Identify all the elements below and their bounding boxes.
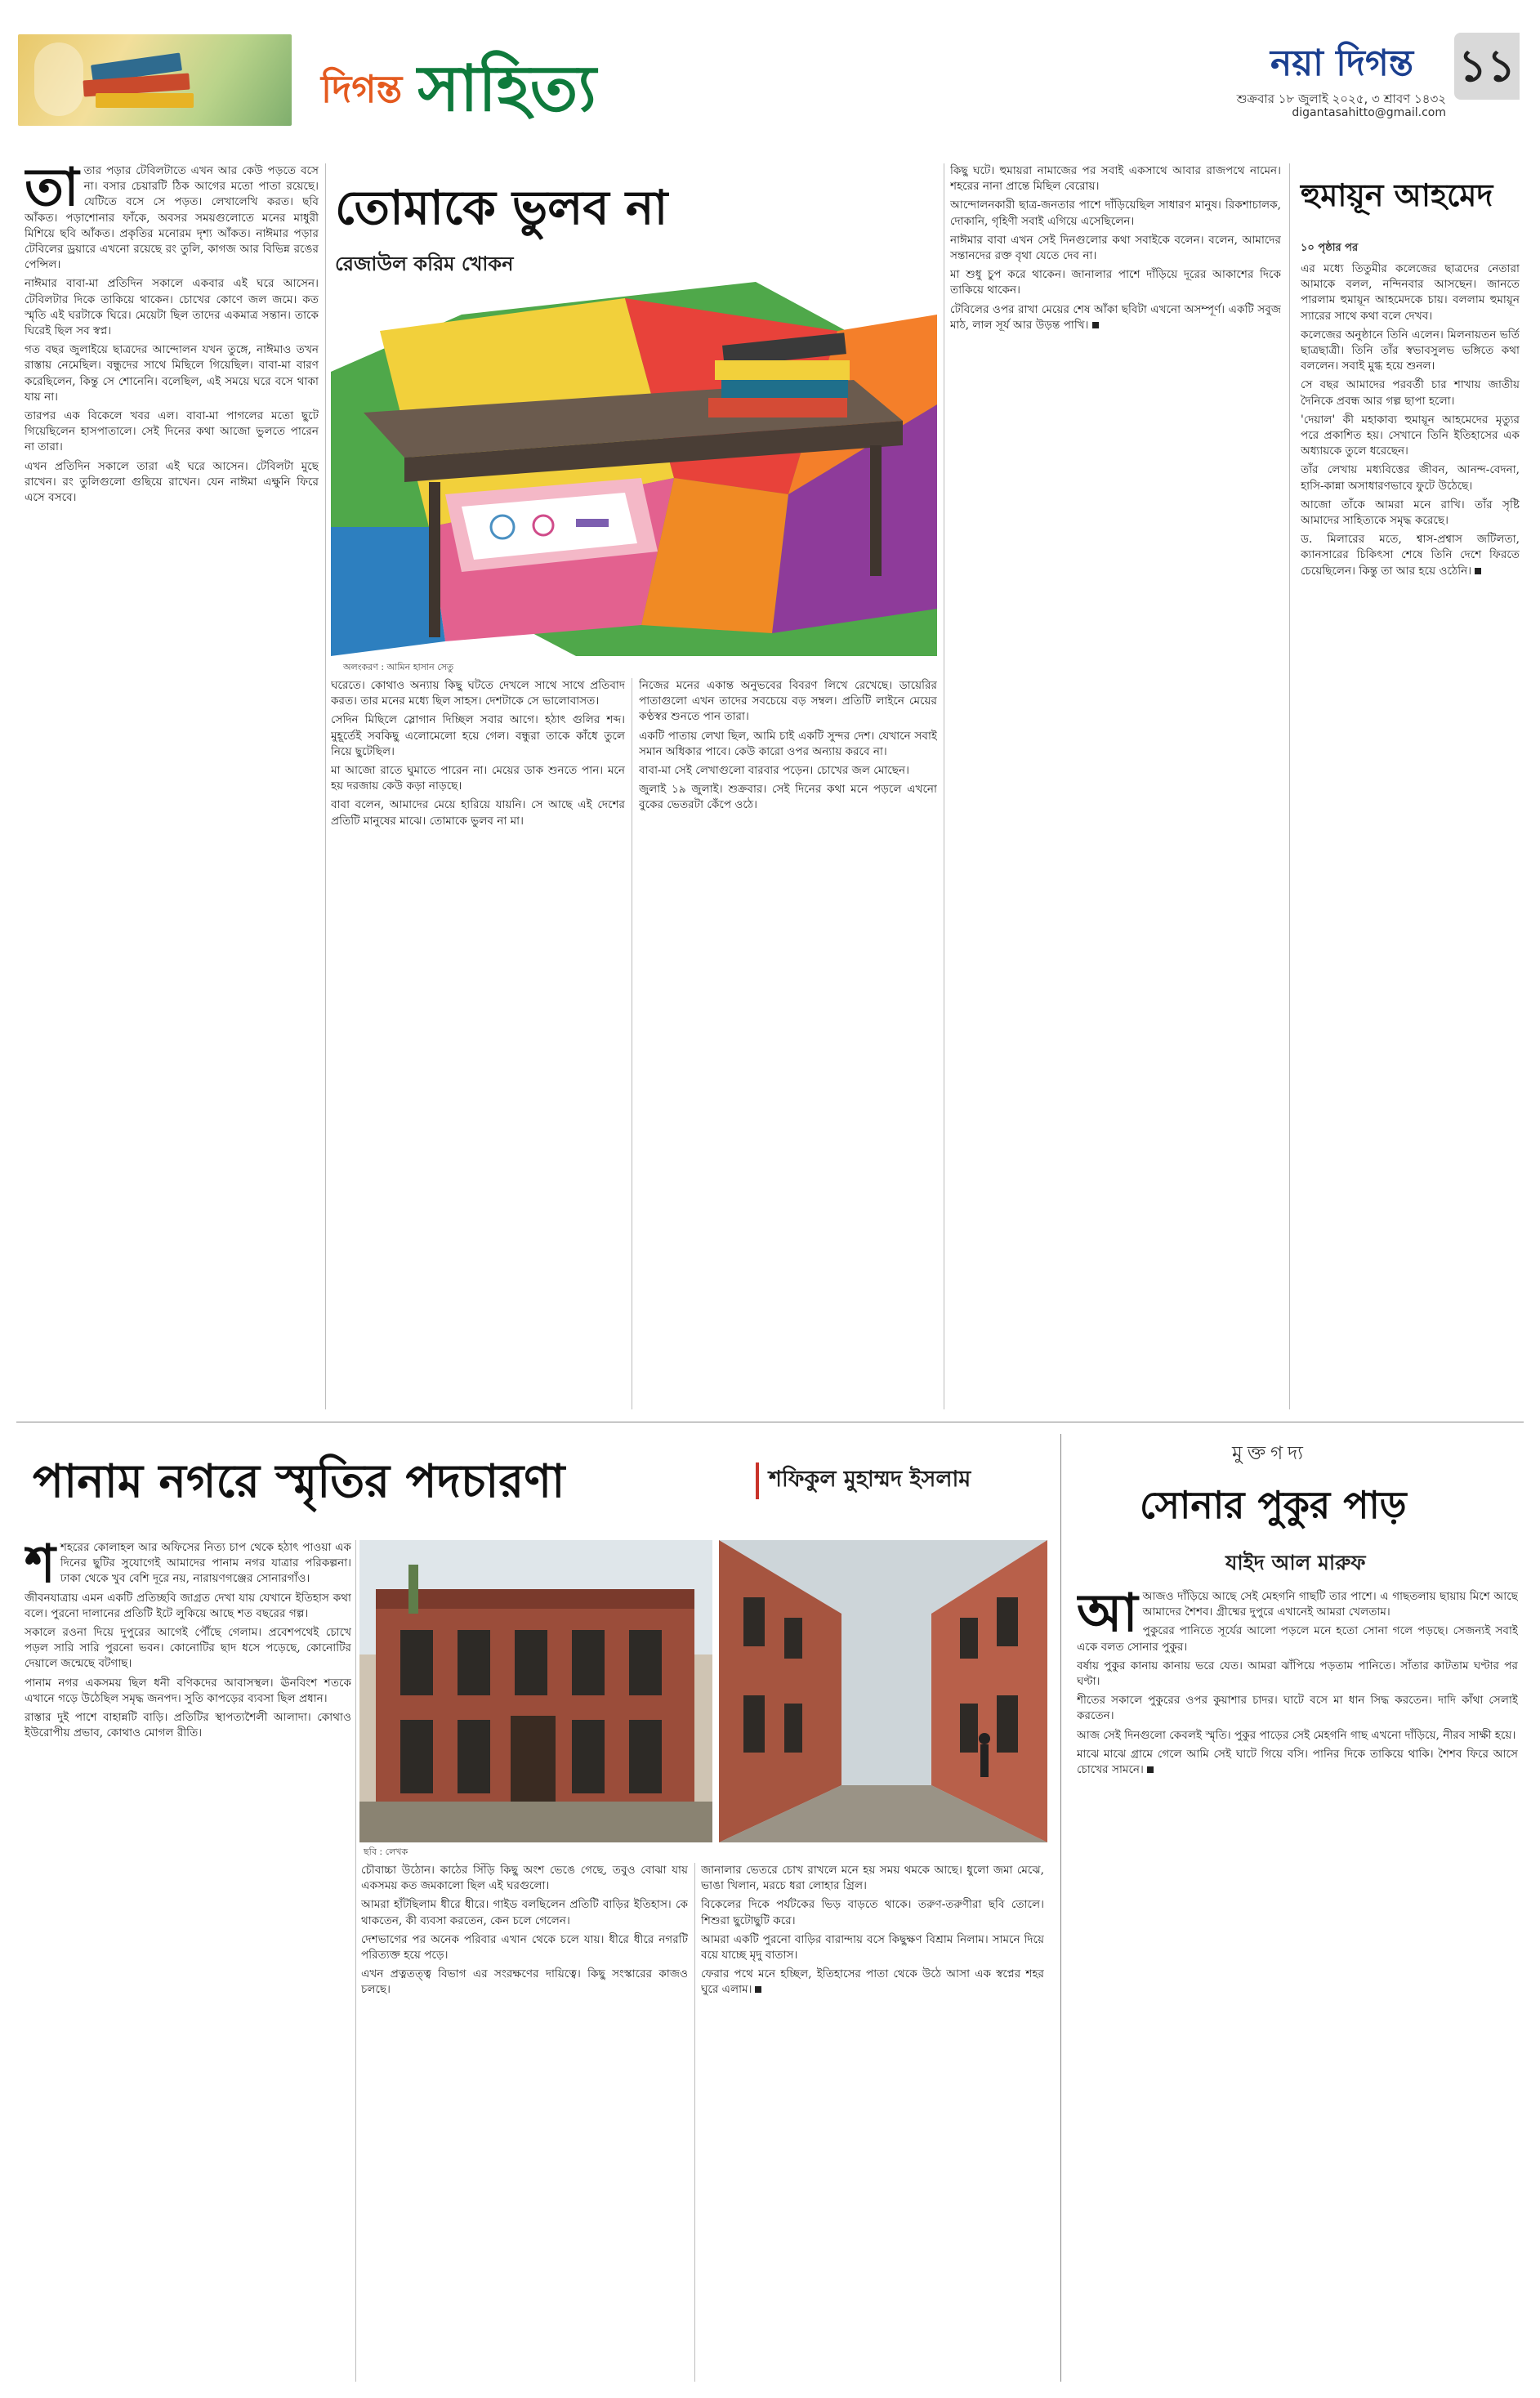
story4-column [1077, 1589, 1518, 2382]
paragraph: জুলাই ১৯ জুলাই। শুক্রবার। সেই দিনের কথা মনে পড়লে এখনো বুকের ভেতরটা কেঁপে ওঠে। [639, 783, 937, 812]
column-rule [1289, 163, 1290, 1409]
continuation-note: ১০ পৃষ্ঠার পর [1301, 242, 1359, 254]
paragraph: পুকুরের পানিতে সূর্যের আলো পড়লে মনে হতো সোনা গলে পড়ছে। সেজন্যই সবাই একে বলত সোনার পুকুর। [1077, 1624, 1518, 1654]
story1-column-3 [639, 678, 937, 1409]
paragraph: টেবিলের ওপর রাখা মেয়ের শেষ আঁকা ছবিটা এখনো অসম্পূর্ণ। একটি সবুজ মাঠ, লাল সূর্য আর উড়ন্ত পাখি। [950, 302, 1281, 332]
paragraph: নাঈমার বাবা এখন সেই দিনগুলোর কথা সবাইকে বলেন। বলেন, আমাদের সন্তানদের রক্ত বৃথা যেতে দেব না। [950, 233, 1281, 263]
paragraph: কিছু ঘটে। হুমায়রা নামাজের পর সবাই একসাথে আবার রাজপথে নামেন। শহরের নানা প্রান্তে মিছিল বেরোয়। [950, 164, 1281, 194]
end-mark [755, 1986, 761, 1993]
story-title: সোনার পুকুর পাড় [1140, 1483, 1407, 1527]
paragraph: জানালার ভেতরে চোখ রাখলে মনে হয় সময় থমকে আছে। ধুলো জমা মেঝে, ভাঙা খিলান, মরচে ধরা লোহার গ্রিল। [701, 1864, 1044, 1893]
dropcap: তা [25, 163, 79, 218]
story-author: যাইদ আল মারুফ [1225, 1551, 1366, 1574]
paragraph: বাবা বলেন, আমাদের মেয়ে হারিয়ে যায়নি। সে আছে এই দেশের প্রতিটি মানুষের মাঝে। তোমাকে ভুলব না মা। [331, 798, 625, 828]
table-with-books-illustration [331, 282, 937, 656]
paragraph: চৌবাচ্চা উঠোন। কাঠের সিঁড়ি কিছু অংশ ভেঙে গেছে, তবুও বোঝা যায় একসময় কত জমকালো ছিল এই ঘরগুলো। [361, 1864, 688, 1893]
paragraph: শীতের সকালে পুকুরের ওপর কুয়াশার চাদর। ঘাটে বসে মা ধান সিদ্ধ করতেন। দাদি কাঁথা সেলাই করতেন। [1077, 1694, 1518, 1723]
page-number: ১১ [1454, 33, 1520, 100]
paragraph: নাঈমার বাবা-মা প্রতিদিন সকালে একবার এই ঘরে আসেন। টেবিলটার দিকে তাকিয়ে থাকেন। চোখের কোণে জল জমে। কত স্মৃতি এই ঘরটাকে ঘিরে। মেয়েটা ছিল তাদের একমাত্র সন্তান। তাকে ঘিরেই ছিল সব স্বপ্ন। [25, 277, 319, 338]
paragraph: বিকেলের দিকে পর্যটকের ভিড় বাড়তে থাকে। তরুণ-তরুণীরা ছবি তোলে। শিশুরা ছুটোছুটি করে। [701, 1898, 1044, 1927]
column-rule [1060, 1434, 1061, 2382]
end-mark [1147, 1766, 1154, 1773]
paragraph: আমরা একটি পুরনো বাড়ির বারান্দায় বসে কিছুক্ষণ বিশ্রাম নিলাম। সামনে দিয়ে বয়ে যাচ্ছে মৃদু বাতাস। [701, 1932, 1044, 1963]
paragraph: মা আজো রাতে ঘুমাতে পারেন না। মেয়ের ডাক শুনতে পান। মনে হয় দরজায় কেউ কড়া নাড়ছে। [331, 764, 625, 793]
paragraph: তাঁর লেখায় মধ্যবিত্তের জীবন, আনন্দ-বেদনা, হাসি-কান্না অসাধারণভাবে ফুটে উঠেছে। [1301, 463, 1520, 493]
column-rule [694, 1863, 695, 2382]
paragraph: পানাম নগর একসময় ছিল ধনী বণিকদের আবাসস্থল। ঊনবিংশ শতকে এখানে গড়ে উঠেছিল সমৃদ্ধ জনপদ। সুতি কাপড়ের ব্যবসা ছিল প্রধান। [25, 1676, 351, 1705]
paragraph: সে বছর আমাদের পরবর্তী চার শাখায় জাতীয় দৈনিকে প্রবন্ধ আর গল্প ছাপা হলো। [1301, 378, 1520, 408]
paragraph: মা শুধু চুপ করে থাকেন। জানালার পাশে দাঁড়িয়ে দূরের আকাশের দিকে তাকিয়ে থাকেন। [950, 268, 1281, 297]
section-name: সাহিত্য [417, 52, 596, 126]
photo-credit: ছবি : লেখক [364, 1847, 408, 1857]
end-mark [1092, 322, 1099, 328]
column-rule [355, 1540, 356, 2382]
paragraph: আমরা হাঁটছিলাম ধীরে ধীরে। গাইড বলছিলেন প্রতিটি বাড়ির ইতিহাস। কে থাকতেন, কী ব্যবসা করতেন, কেন চলে গেলেন। [361, 1898, 688, 1927]
books-banner-illustration [18, 34, 292, 126]
paragraph: ফেরার পথে মনে হচ্ছিল, ইতিহাসের পাতা থেকে উঠে আসা এক স্বপ্নের শহর ঘুরে এলাম। [701, 1967, 1044, 1997]
paragraph: মাঝে মাঝে গ্রামে গেলে আমি সেই ঘাটে গিয়ে বসি। পানির দিকে তাকিয়ে থাকি। শৈশব ফিরে আসে চোখের সামনে। [1077, 1747, 1518, 1777]
paragraph: আজো তাঁকে আমরা মনে রাখি। তাঁর সৃষ্টি আমাদের সাহিত্যকে সমৃদ্ধ করেছে। [1301, 498, 1520, 528]
section-prefix: দিগন্ত [321, 67, 403, 111]
paragraph: ড. মিলারের মতে, শ্বাস-প্রশ্বাস জটিলতা, ক্যানসারের চিকিৎসা শেষে তিনি দেশে ফিরতে চেয়েছিলেন। কিন্তু তা আর হয়ে ওঠেনি। [1301, 533, 1520, 578]
old-building-photo [359, 1540, 712, 1842]
story-author: রেজাউল করিম খোকন [335, 252, 514, 275]
paragraph: ঘরেতে। কোথাও অন্যায় কিছু ঘটতে দেখলে সাথে সাথে প্রতিবাদ করত। তার মনের মধ্যে ছিল সাহস। দেশটাকে সে ভালোবাসত। [331, 679, 625, 708]
paragraph: এখন প্রতিদিন সকালে তারা এই ঘরে আসেন। টেবিলটা মুছে রাখেন। রং তুলিগুলো গুছিয়ে রাখেন। যেন নাঈমা এক্ষুনি ফিরে এসে বসবে। [25, 459, 319, 505]
panam-street-image [719, 1540, 1047, 1842]
dropcap: আ [1077, 1589, 1138, 1644]
story3-column-2 [361, 1863, 688, 2382]
story-title: হুমায়ূন আহমেদ [1301, 177, 1493, 213]
panam-building-image [359, 1540, 712, 1842]
story-illustration [331, 282, 937, 656]
dateline: শুক্রবার ১৮ জুলাই ২০২৫, ৩ শ্রাবণ ১৪৩২ [1236, 92, 1446, 106]
paragraph: রাস্তার দুই পাশে বাহান্নটি বাড়ি। প্রতিটির স্থাপত্যশৈলী আলাদা। কোথাও ইউরোপীয় প্রভাব, কোথাও মোগল রীতি। [25, 1711, 351, 1740]
paragraph: একটি পাতায় লেখা ছিল, আমি চাই একটি সুন্দর দেশ। যেখানে সবাই সমান অধিকার পাবে। কেউ কারো ওপর অন্যায় করবে না। [639, 729, 937, 758]
newspaper-logo: নয়া দিগন্ত [1270, 42, 1414, 84]
column-rule [325, 163, 326, 1409]
story1-column-1 [25, 163, 319, 1409]
story1-column-4 [950, 163, 1281, 1409]
paragraph: সেদিন মিছিলে স্লোগান দিচ্ছিল সবার আগে। হঠাৎ গুলির শব্দ। মুহূর্তেই সবকিছু এলোমেলো হয়ে গেল। বন্ধুরা তাকে কাঁধে তুলে নিয়ে ছুটেছিল। [331, 713, 625, 758]
paragraph: তাতার পড়ার টেবিলটাতে এখন আর কেউ পড়তে বসে না। বসার চেয়ারটি ঠিক আগের মতো পাতা রয়েছে। যেটিতে বসে সে পড়ত। লেখালেখি করত। ছবি আঁকত। পড়াশোনার ফাঁকে, অবসর সময়গুলোতে মনের মাধুরী মিশিয়ে ছবি আঁকত। প্রকৃতির মনোরম দৃশ্য আঁকত। নাঈমার পড়ার টেবিলের ড্রয়ারে এখনো রয়েছে রং তুলি, কাগজ আর বিভিন্ন রঙের পেন্সিল। [25, 163, 319, 272]
story-title: পানাম নগরে স্মৃতির পদচারণা [33, 1455, 565, 1508]
page-header [0, 0, 1540, 143]
paragraph: বর্ষায় পুকুর কানায় কানায় ভরে যেত। আমরা ঝাঁপিয়ে পড়তাম পানিতে। সাঁতার কাটতাম ঘণ্টার পর ঘণ্টা। [1077, 1659, 1518, 1689]
paragraph: 'দেয়াল' কী মহাকাব্য হুমায়ূন আহমেদের মৃত্যুর পরে প্রকাশিত হয়। সেখানে তিনি ইতিহাসের এক অধ্যায়কে তুলে ধরেছেন। [1301, 413, 1520, 458]
street-photo [719, 1540, 1047, 1842]
paragraph: সকালে রওনা দিয়ে দুপুরের আগেই পৌঁছে গেলাম। প্রবেশপথেই চোখে পড়ল সারি সারি পুরনো ভবন। কোনোটির ছাদ ধসে পড়েছে, কোনোটির দেয়ালে জন্মেছে বটগাছ। [25, 1626, 351, 1671]
paragraph: কলেজের অনুষ্ঠানে তিনি এলেন। মিলনায়তন ভর্তি ছাত্রছাত্রী। তিনি তাঁর স্বভাবসুলভ ভঙ্গিতে কথা বললেন। সবাই মুগ্ধ হয়ে শুনল। [1301, 328, 1520, 373]
section-email: digantasahitto@gmail.com [1292, 106, 1446, 119]
paragraph: দেশভাগের পর অনেক পরিবার এখান থেকে চলে যায়। ধীরে ধীরে নগরটি পরিত্যক্ত হয়ে পড়ে। [361, 1932, 688, 1963]
paragraph: জীবনযাত্রায় এমন একটি প্রতিচ্ছবি জাগ্রত দেখা যায় যেখানে ইতিহাস কথা বলে। পুরনো দালানের প্রতিটি ইটে লুকিয়ে আছে শত বছরের গল্প। [25, 1591, 351, 1620]
paragraph: আন্দোলনকারী ছাত্র-জনতার পাশে দাঁড়িয়েছিল সাধারণ মানুষ। রিকশাচালক, দোকানি, গৃহিণী সবাই এগিয়ে এসেছিলেন। [950, 199, 1281, 228]
paragraph: গত বছর জুলাইয়ে ছাত্রদের আন্দোলন যখন তুঙ্গে, নাঈমাও তখন রাস্তায় নেমেছিল। বন্ধুদের সাথে মিছিলে গিয়েছিল। বাবা-মা বারণ করেছিলেন, কিন্তু সে শোনেনি। বলেছিল, এই সময়ে ঘরে বসে থাকা যায় না। [25, 343, 319, 404]
story3-column-1 [25, 1540, 351, 2382]
paragraph: আআজও দাঁড়িয়ে আছে সেই মেহগনি গাছটি তার পাশে। এ গাছতলায় ছায়ায় মিশে আছে আমাদের শৈশব। গ্রীষ্মের দুপুরে এখানেই আমরা খেলতাম। [1077, 1589, 1518, 1644]
story-title: তোমাকে ভুলব না [335, 180, 668, 235]
section-title [321, 39, 596, 145]
story-author: শফিকুল মুহাম্মদ ইসলাম [756, 1462, 971, 1499]
paragraph: শশহরের কোলাহল আর অফিসের নিত্য চাপ থেকে হঠাৎ পাওয়া এক দিনের ছুটির সুযোগেই আমাদের পানাম নগর যাত্রার পরিকল্পনা। ঢাকা থেকে খুব বেশি দূরে নয়, নারায়ণগঞ্জের সোনারগাঁও। [25, 1540, 351, 1595]
story2-column [1301, 261, 1520, 1409]
end-mark [1475, 568, 1481, 574]
dropcap: শ [25, 1540, 56, 1595]
paragraph: এখন প্রত্নতত্ত্ব বিভাগ এর সংরক্ষণের দায়িত্বে। কিছু সংস্কারের কাজও চলছে। [361, 1967, 688, 1997]
paragraph: আজ সেই দিনগুলো কেবলই স্মৃতি। পুকুর পাড়ের সেই মেহগনি গাছ এখনো দাঁড়িয়ে, নীরব সাক্ষী হয়ে। [1077, 1728, 1516, 1742]
story-kicker: মুক্তগদ্য [1232, 1443, 1308, 1464]
illustration-credit: অলংকরণ : আমিন হাসান সেতু [343, 662, 454, 672]
paragraph: নিজের মনের একান্ত অনুভবের বিবরণ লিখে রেখেছে। ডায়েরির পাতাগুলো এখন তাদের সবচেয়ে বড় সম্বল। প্রতিটি লাইনে মেয়ের কণ্ঠস্বর শুনতে পান তারা। [639, 679, 937, 724]
story1-column-2 [331, 678, 625, 1409]
paragraph: এর মধ্যে তিতুমীর কলেজের ছাত্রদের নেতারা আমাকে বলল, নন্দিনবার আসছেন। জানতে পারলাম হুমায়ূন আহমেদকে চায়। বললাম হুমায়ূন স্যারের সাথে কথা বলে দেখব। [1301, 262, 1520, 323]
paragraph: তারপর এক বিকেলে খবর এল। বাবা-মা পাগলের মতো ছুটে গিয়েছিলেন হাসপাতালে। সেই দিনের কথা আজো ভুলতে পারেন না তারা। [25, 409, 319, 454]
paragraph: বাবা-মা সেই লেখাগুলো বারবার পড়েন। চোখের জল মোছেন। [639, 764, 909, 778]
story3-column-3 [701, 1863, 1044, 2382]
